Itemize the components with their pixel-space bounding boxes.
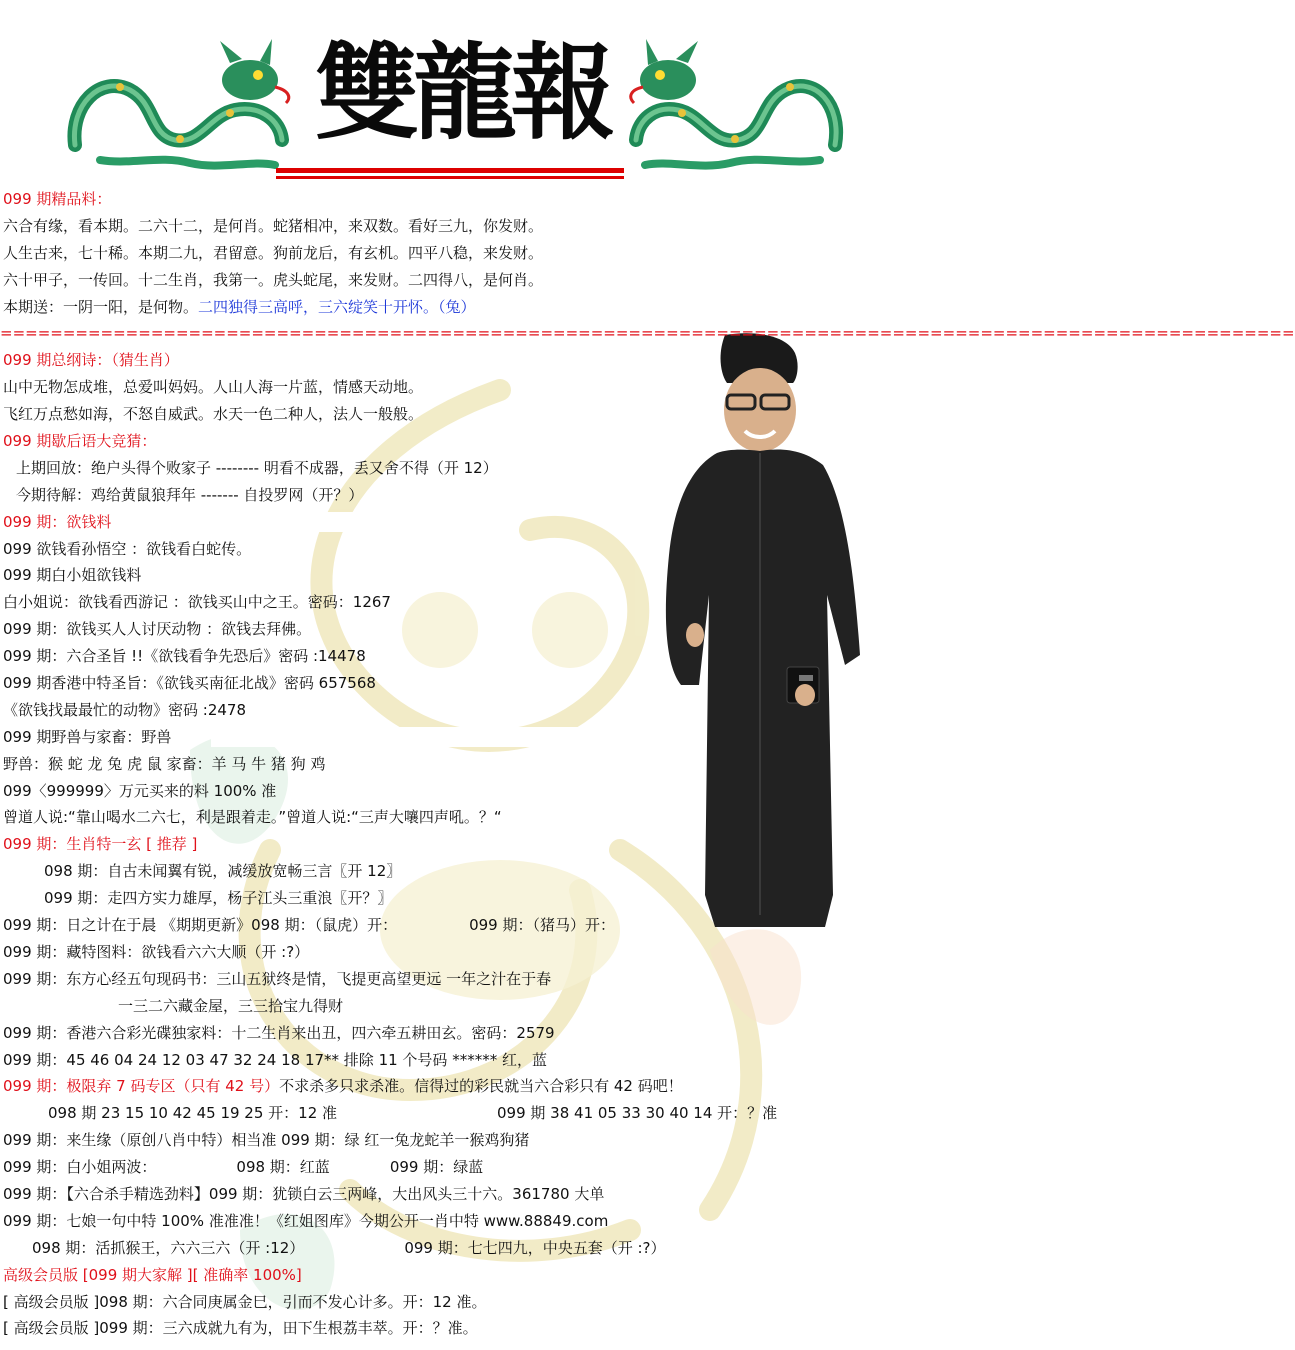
text-segment: 099 期：欲钱料 — [3, 512, 112, 531]
text-line — [0, 724, 900, 751]
section-title-poem: 099 期总纲诗：（猜生肖） — [3, 351, 179, 370]
section-title-vip: 高级会员版 [099 期大家解 ][ 准确率 100%] — [3, 1265, 302, 1284]
text-segment: 099 期：绿蓝 — [389, 1158, 484, 1177]
text-line — [0, 1073, 900, 1100]
masthead-title: 雙龍報 — [314, 31, 609, 154]
text-line: 099 欲钱看孙悟空 ：欲钱看白蛇传。 — [3, 539, 252, 558]
text-segment: 099 期：白小姐两波： — [3, 1158, 157, 1177]
text-line: [ 高级会员版 ]099 期：三六成就九有为，田下生根荔丰萃。开：？准。 — [3, 1319, 478, 1338]
text-line: 099 期：欲钱买人人讨厌动物 ：欲钱去拜佛。 — [3, 620, 312, 639]
blank-box — [211, 727, 586, 747]
text-line: 山中无物怎成堆，总爱叫妈妈。人山人海一片蓝，情感天动地。 — [3, 378, 424, 397]
text-line: 099 期：东方心经五句现码书：三山五狱终是情，飞提更高望更远 一年之汁在于春 — [3, 969, 552, 988]
text-segment: 099 期：（猪马）开： — [469, 916, 615, 935]
masthead-underline-thin — [276, 176, 624, 179]
text-line: 099 期：【六合杀手精选劲料】099 期：犹锁白云三两峰，大出风头三十六。361780 大单 — [3, 1184, 605, 1203]
text-line: 099 期：45 46 04 24 12 03 47 32 24 18 17** 排除 11 个号码 ****** 红，蓝 — [3, 1050, 547, 1069]
separator-line: ======================================================================================================= — [0, 324, 1295, 343]
text-line: 白小姐说：欲钱看西游记 ：欲钱买山中之王。密码：1267 — [3, 593, 391, 612]
text-line: 今期待解：鸡给黄鼠狼拜年 ------- 自投罗网（开？） — [16, 485, 364, 504]
text-line: 099 期白小姐欲钱料 — [3, 566, 142, 585]
text-line: 上期回放：绝户头得个败家子 -------- 明看不成器，丢又舍不得（开 12） — [16, 458, 498, 477]
text-line — [0, 294, 900, 321]
dragon-right-icon — [630, 35, 850, 175]
section-title-riddle: 099 期歇后语大竞猜： — [3, 432, 157, 451]
text-line: 099〈999999〉万元买来的料 100% 准 — [3, 781, 277, 800]
text-segment: 099 期：日之计在于晨 《期期更新》098 期：（鼠虎）开： — [3, 916, 398, 935]
dragon-left-icon — [60, 35, 295, 175]
text-line: 人生古来，七十稀。本期二九，君留意。狗前龙后，有玄机。四平八稳，来发财。 — [3, 243, 544, 262]
text-line: 099 期：香港六合彩光碟独家料：十二生肖来出丑，四六牵五耕田玄。密码：2579 — [3, 1023, 555, 1042]
text-line: 一三二六藏金屋，三三拾宝九得财 — [118, 996, 344, 1015]
text-line — [0, 1235, 900, 1262]
text-line: 六合有缘，看本期。二六十二，是何肖。蛇猪相冲，来双数。看好三九，你发财。 — [3, 216, 544, 235]
text-line: 099 期：六合圣旨 !!《欲钱看争先恐后》密码 :14478 — [3, 647, 366, 666]
text-segment: 099 期：七七四九，中央五套（开 :?） — [404, 1238, 666, 1257]
text-line: 099 期香港中特圣旨：《欲钱买南征北战》密码 657568 — [3, 674, 376, 693]
text-line: 099 期：来生缘（原创八肖中特）相当准 099 期：绿 红一兔龙蛇羊一猴鸡狗猪 — [3, 1131, 530, 1150]
masthead-underline — [276, 168, 624, 173]
text-segment: 098 期 23 15 10 42 45 19 25 开：12 准 — [48, 1104, 338, 1123]
text-line — [0, 1100, 900, 1127]
text-line: 野兽：猴 蛇 龙 兔 虎 鼠 家畜：羊 马 牛 猪 狗 鸡 — [3, 754, 326, 773]
text-segment: 本期送：一阴一阳，是何物。 — [3, 297, 199, 316]
header — [0, 0, 900, 190]
text-segment: 不求杀多只求杀准。信得过的彩民就当六合彩只有 42 码吧！ — [279, 1077, 683, 1096]
section-title-zodiac: 099 期：生肖特一玄 [ 推荐 ] — [3, 835, 198, 854]
text-line: 《欲钱找最最忙的动物》密码 :2478 — [3, 700, 246, 719]
text-line: 曾道人说:“靠山喝水二六七，利是跟着走。”曾道人说:“三声大嚷四声吼。？“ — [3, 808, 502, 827]
text-line: 099 期：七娘一句中特 100% 准准准！《红姐图库》今期公开一肖中特 www.88849.com — [3, 1211, 609, 1230]
text-line: 099 期：走四方实力雄厚，杨子江头三重浪〖开？〗 — [44, 889, 393, 908]
text-line: 六十甲子，一传回。十二生肖，我第一。虎头蛇尾，来发财。二四得八，是何肖。 — [3, 270, 544, 289]
text-segment: 099 期野兽与家畜：野兽 — [3, 727, 172, 746]
text-line — [0, 912, 900, 939]
blank-box — [115, 512, 495, 532]
section-title-jingpin: 099 期精品料： — [3, 190, 112, 208]
text-segment: 098 期：活抓猴王，六六三六（开 :12） — [32, 1238, 305, 1257]
text-line: [ 高级会员版 ]098 期：六合同庚属金巳，引而不发心计多。开：12 准。 — [3, 1292, 487, 1311]
text-line: 099 期：藏特图料：欲钱看六六大顺（开 :?） — [3, 942, 310, 961]
text-line — [0, 1154, 900, 1181]
text-segment: 098 期：红蓝 — [236, 1158, 330, 1177]
section-title-money — [0, 509, 900, 536]
red-highlight-text: 099 期：极限弃 7 码专区（只有 42 号） — [3, 1077, 280, 1096]
text-segment: 099 期 38 41 05 33 30 40 14 开：？准 — [497, 1104, 778, 1123]
text-line: 飞红万点愁如海，不怒自威武。水天一色二种人，法人一般般。 — [3, 405, 424, 424]
article-body — [0, 186, 1295, 1342]
blue-highlight-text: 二四独得三高呼，三六绽笑十开怀。（兔） — [198, 297, 476, 316]
text-line: 098 期：自古未闻翼有锐，减缓放宽畅三言〖开 12〗 — [44, 862, 402, 881]
